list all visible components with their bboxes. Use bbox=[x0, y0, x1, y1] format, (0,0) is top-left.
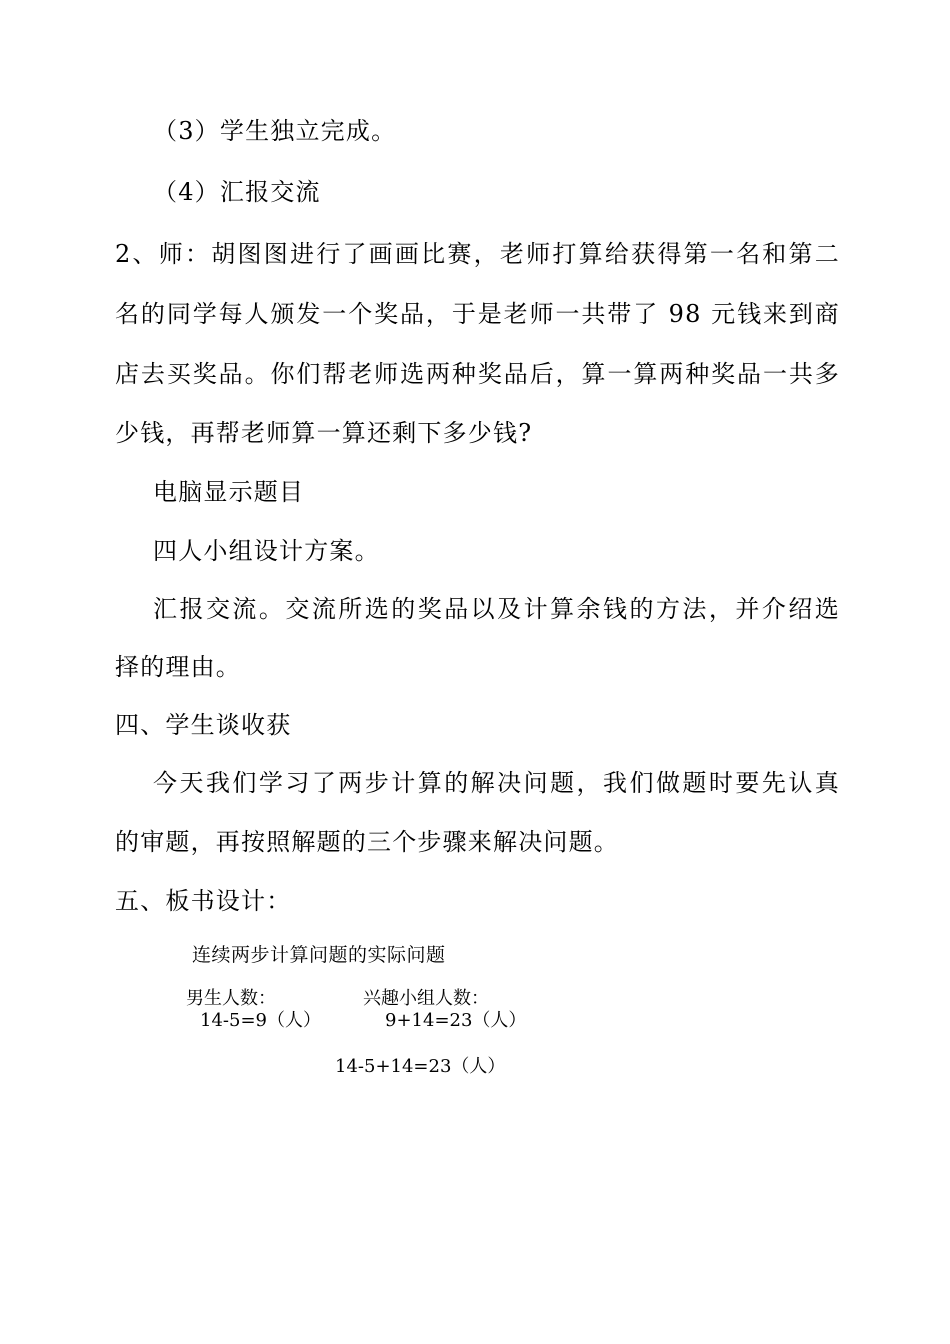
problem-2-line-4: 少钱，再帮老师算一算还剩下多少钱? bbox=[115, 419, 533, 447]
section-4-heading: 四、学生谈收获 bbox=[115, 711, 292, 739]
step-4-text: （4）汇报交流 bbox=[153, 178, 321, 206]
board-left-formula: 14-5=9（人） bbox=[200, 1010, 321, 1031]
activity-design-text: 四人小组设计方案。 bbox=[153, 537, 380, 565]
board-right-label: 兴趣小组人数： bbox=[363, 988, 489, 1009]
section-4-line-1: 今天我们学习了两步计算的解决问题，我们做题时要先认真 bbox=[153, 769, 840, 797]
board-left-label: 男生人数： bbox=[186, 988, 276, 1009]
section-5-heading: 五、板书设计： bbox=[115, 887, 292, 915]
step-3-text: （3）学生独立完成。 bbox=[153, 117, 397, 145]
activity-show-text: 电脑显示题目 bbox=[153, 478, 305, 506]
problem-2-line-1: 2、师：胡图图进行了画画比赛，老师打算给获得第一名和第二 bbox=[115, 240, 840, 268]
board-title: 连续两步计算问题的实际问题 bbox=[192, 944, 446, 966]
problem-2-line-2: 名的同学每人颁发一个奖品，于是老师一共带了 98 元钱来到商 bbox=[115, 300, 840, 328]
activity-report-line-1: 汇报交流。交流所选的奖品以及计算余钱的方法，并介绍选 bbox=[153, 595, 840, 623]
section-4-line-2: 的审题，再按照解题的三个步骤来解决问题。 bbox=[115, 828, 619, 856]
problem-2-line-3: 店去买奖品。你们帮老师选两种奖品后，算一算两种奖品一共多 bbox=[115, 360, 840, 388]
board-combined-formula: 14-5+14=23（人） bbox=[335, 1056, 506, 1077]
board-right-formula: 9+14=23（人） bbox=[385, 1010, 527, 1031]
activity-report-line-2: 择的理由。 bbox=[115, 653, 241, 681]
